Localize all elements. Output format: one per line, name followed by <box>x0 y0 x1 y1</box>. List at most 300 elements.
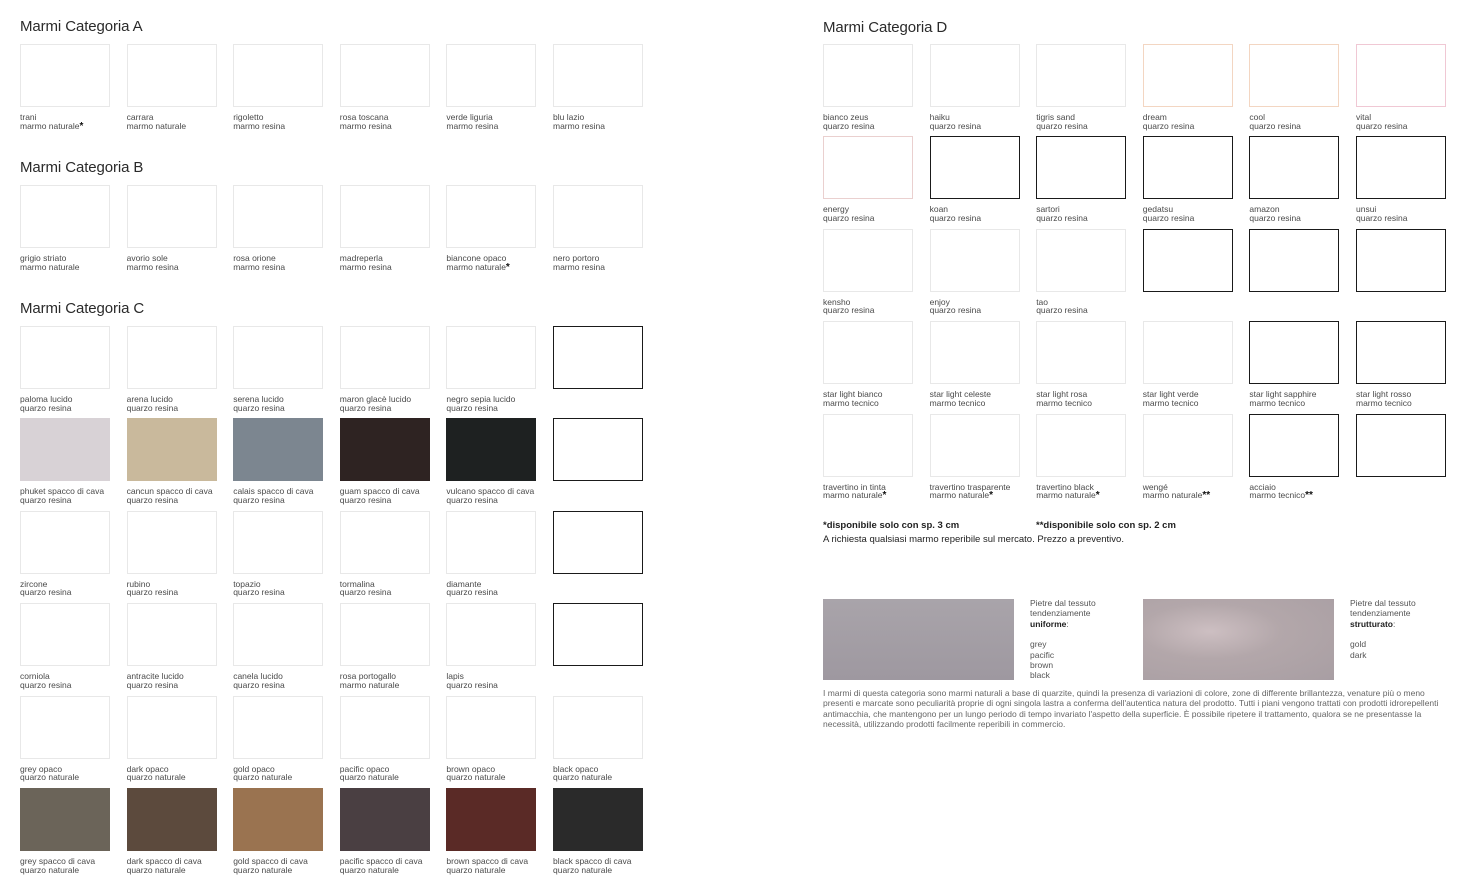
swatch <box>127 326 219 413</box>
swatch-type-text: quarzo resina <box>1036 120 1088 131</box>
swatch-chip <box>1143 414 1233 477</box>
swatch <box>127 44 219 131</box>
swatch <box>1249 414 1341 501</box>
swatch-type-text: marmo naturale <box>929 490 990 501</box>
swatch <box>930 44 1022 131</box>
swatch-type <box>823 122 915 132</box>
swatch <box>823 414 915 501</box>
swatch <box>1036 321 1128 408</box>
swatch-name: travertino in tinta <box>823 481 886 492</box>
swatch-type <box>1356 214 1448 224</box>
swatch-chip <box>1143 44 1233 107</box>
swatch-chip <box>446 44 536 107</box>
swatch-chip <box>553 788 643 851</box>
swatch-name: star light celeste <box>929 389 992 400</box>
swatch-chip <box>1143 321 1233 384</box>
swatch-type <box>233 263 325 273</box>
swatch-type-text: quarzo resina <box>339 494 392 505</box>
swatch-type <box>233 681 325 691</box>
stone-uniform-line1: Pietre dal tessuto <box>1030 598 1096 608</box>
swatch-type-text: quarzo naturale <box>446 864 506 875</box>
swatch-type-text: quarzo resina <box>446 587 498 598</box>
swatch-type <box>20 263 112 273</box>
swatch <box>446 44 538 131</box>
swatch <box>340 418 432 505</box>
swatch-caption <box>446 857 538 875</box>
swatch-type <box>233 773 325 783</box>
swatch-chip <box>20 696 110 759</box>
swatch-type-text: marmo naturale <box>1142 490 1203 501</box>
swatch-caption <box>127 672 219 690</box>
swatch-chip <box>553 326 643 389</box>
swatch-name: maron glacè lucido <box>339 394 412 404</box>
swatch-type <box>20 588 112 598</box>
swatch <box>340 44 432 131</box>
swatch-chip <box>20 44 110 107</box>
stone-structured-item: gold <box>1350 639 1367 650</box>
swatch <box>1143 136 1235 223</box>
swatch-caption <box>127 487 219 505</box>
swatch-name: rosa toscana <box>339 112 389 122</box>
swatch-caption <box>446 672 538 690</box>
swatch-type-text: quarzo resina <box>1249 120 1301 131</box>
swatch-chip <box>553 44 643 107</box>
swatch-name: corniola <box>20 671 50 682</box>
stone-uniform-line2: tendenziamente <box>1030 608 1091 619</box>
swatch <box>446 418 538 505</box>
swatch-chip <box>233 44 323 107</box>
stone-structured-line2: tendenziamente <box>1350 608 1411 619</box>
swatch-type <box>233 122 325 132</box>
swatch-type-text: quarzo naturale <box>339 772 399 783</box>
swatch-type-text: quarzo resina <box>126 494 179 505</box>
swatch-type-text: marmo resina <box>339 261 392 272</box>
swatch-name: dark spacco di cava <box>126 856 202 866</box>
swatch <box>340 788 432 875</box>
swatch-caption <box>1143 205 1235 223</box>
swatch-name: star light rosso <box>1356 389 1412 400</box>
swatch-type-text: marmo naturale <box>446 261 506 272</box>
swatch-chip <box>1356 229 1446 292</box>
swatch-caption <box>930 113 1022 131</box>
swatch-chip <box>340 603 430 666</box>
swatch-type-text: quarzo resina <box>929 305 982 316</box>
swatch-chip <box>340 326 430 389</box>
swatch-caption <box>823 483 915 501</box>
swatch-type-text: quarzo resina <box>1036 212 1088 223</box>
category-c-title: Marmi Categoria C <box>20 300 145 317</box>
swatch-type-text: marmo tecnico <box>1249 397 1306 408</box>
swatch-type-text: marmo naturale <box>823 490 883 501</box>
swatch <box>1249 321 1341 408</box>
swatch-name: antracite lucido <box>126 671 184 682</box>
swatch <box>1143 321 1235 408</box>
swatch-type-text: quarzo naturale <box>233 772 293 783</box>
swatch-chip <box>127 788 217 851</box>
swatch-type <box>446 773 538 783</box>
swatch-caption <box>1249 113 1341 131</box>
swatch-type-text: marmo tecnico <box>823 397 879 408</box>
swatch <box>553 326 645 395</box>
swatch-chip <box>1356 321 1446 384</box>
swatch-caption <box>233 395 325 413</box>
swatch <box>823 321 915 408</box>
swatch-type <box>1143 122 1235 132</box>
swatch-type-text: quarzo resina <box>20 494 72 505</box>
swatch-type-text: quarzo resina <box>823 305 875 316</box>
swatch-caption <box>446 395 538 413</box>
swatch <box>1143 414 1235 501</box>
swatch <box>823 136 915 223</box>
note-2cm <box>1036 520 1176 531</box>
swatch-type-text: quarzo resina <box>233 679 285 690</box>
stone-structured-image <box>1143 599 1334 680</box>
swatch-caption <box>233 580 325 598</box>
swatch-caption <box>446 254 538 272</box>
swatch-type-text: quarzo naturale <box>446 772 506 783</box>
note-3cm <box>823 520 1036 531</box>
swatch-caption <box>20 487 112 505</box>
swatch-name: sartori <box>1036 204 1060 215</box>
swatch <box>1356 44 1448 131</box>
swatch-type-text: marmo naturale <box>1036 490 1096 501</box>
swatch-name: rosa orione <box>233 253 276 263</box>
swatch-caption <box>553 254 645 272</box>
swatch-type-text: marmo resina <box>233 120 286 131</box>
swatch-name: vulcano spacco di cava <box>446 486 535 497</box>
swatch-caption <box>1356 113 1448 131</box>
swatch-type-text: marmo resina <box>233 261 286 272</box>
swatch-type-text: quarzo resina <box>339 587 392 598</box>
swatch-name: haiku <box>929 112 950 122</box>
swatch-caption <box>930 298 1022 316</box>
swatch-chip <box>233 603 323 666</box>
swatch-chip <box>233 696 323 759</box>
swatch-name: paloma lucido <box>20 394 73 404</box>
swatch-type-text: quarzo resina <box>1356 120 1408 131</box>
swatch-name: canela lucido <box>233 671 283 682</box>
swatch-type-text: quarzo naturale <box>553 864 613 875</box>
note-2cm-symbol: ** <box>1036 520 1044 531</box>
availability-mark: * <box>79 120 84 132</box>
swatch <box>1356 136 1448 223</box>
swatch-caption <box>1249 205 1341 223</box>
swatch-chip <box>930 321 1020 384</box>
swatch-name: brown spacco di cava <box>446 856 529 866</box>
swatch-name: topazio <box>233 578 261 589</box>
stone-structured-line1: Pietre dal tessuto <box>1350 598 1416 608</box>
swatch-chip <box>127 418 217 481</box>
swatch <box>553 44 645 131</box>
swatch-type <box>823 399 915 409</box>
swatch-type <box>127 496 219 506</box>
stone-uniform-image <box>823 599 1014 680</box>
swatch-chip <box>1249 229 1339 292</box>
swatch-type <box>446 866 538 876</box>
swatch-type-text: quarzo resina <box>20 587 72 598</box>
swatch-chip <box>127 185 217 248</box>
note-on-request: A richiesta qualsiasi marmo reperibile sul mercato. Prezzo a preventivo. <box>823 534 1124 545</box>
swatch-caption <box>20 580 112 598</box>
swatch-type <box>1143 214 1235 224</box>
swatch-caption <box>446 765 538 783</box>
swatch-type <box>1356 122 1448 132</box>
swatch <box>20 696 112 783</box>
swatch-name: nero portoro <box>553 253 600 263</box>
swatch-type <box>340 773 432 783</box>
swatch-caption <box>1036 113 1128 131</box>
swatch-chip <box>127 326 217 389</box>
swatch-type <box>1356 399 1448 409</box>
swatch-chip <box>1249 44 1339 107</box>
swatch-type <box>127 681 219 691</box>
swatch-chip <box>233 788 323 851</box>
swatch-type-text: marmo naturale <box>126 120 187 131</box>
category-b-title: Marmi Categoria B <box>20 159 144 176</box>
swatch-name: brown opaco <box>446 763 496 774</box>
swatch-chip <box>1356 414 1446 477</box>
swatch-caption <box>127 765 219 783</box>
swatch-type <box>446 588 538 598</box>
swatch-type-text: quarzo resina <box>1249 212 1301 223</box>
swatch-name: pacific opaco <box>339 763 390 774</box>
swatch-type-text: quarzo resina <box>446 402 498 413</box>
swatch-type <box>1036 399 1128 409</box>
swatch-caption <box>340 113 432 131</box>
swatch-chip <box>1356 136 1446 199</box>
swatch-type <box>446 496 538 506</box>
swatch-chip <box>20 511 110 574</box>
swatch-type-text: quarzo resina <box>126 679 179 690</box>
swatch-chip <box>1249 414 1339 477</box>
swatch-chip <box>20 788 110 851</box>
swatch-type <box>823 491 915 501</box>
swatch-type <box>233 588 325 598</box>
swatch <box>340 326 432 413</box>
swatch-name: bianco zeus <box>823 112 869 122</box>
availability-notes <box>823 520 1176 545</box>
stone-uniform-item: black <box>1030 670 1050 681</box>
swatch <box>20 603 112 690</box>
swatch-chip <box>1249 136 1339 199</box>
swatch-type-text: quarzo naturale <box>126 772 186 783</box>
swatch-chip <box>1036 321 1126 384</box>
swatch-caption <box>20 395 112 413</box>
swatch-type <box>823 306 915 316</box>
stone-uniform-emph: uniforme <box>1030 618 1067 629</box>
swatch-type-text: quarzo resina <box>823 120 875 131</box>
swatch-chip <box>1036 136 1126 199</box>
swatch-type <box>1036 122 1128 132</box>
swatch <box>930 229 1022 316</box>
swatch <box>340 696 432 783</box>
swatch-caption <box>1356 205 1448 223</box>
swatch <box>127 696 219 783</box>
swatch-type <box>446 404 538 414</box>
swatch-caption <box>553 765 645 783</box>
swatch-name: star light bianco <box>823 389 883 400</box>
swatch-caption <box>20 765 112 783</box>
swatch-caption <box>1143 483 1235 501</box>
stone-uniform-item: brown <box>1030 660 1054 671</box>
swatch-caption <box>930 483 1022 501</box>
swatch-type <box>127 122 219 132</box>
swatch-type <box>553 773 645 783</box>
swatch-type <box>446 122 538 132</box>
swatch-caption <box>20 254 112 272</box>
swatch <box>233 418 325 505</box>
availability-mark: ** <box>1305 490 1313 502</box>
swatch <box>127 418 219 505</box>
swatch-type <box>446 681 538 691</box>
swatch-type <box>340 404 432 414</box>
swatch-chip <box>340 511 430 574</box>
swatch-type-text: marmo tecnico <box>929 397 986 408</box>
swatch-type-text: marmo resina <box>553 120 605 131</box>
swatch-caption <box>553 113 645 131</box>
swatch-type <box>930 214 1022 224</box>
swatch-name: calais spacco di cava <box>233 486 314 497</box>
swatch-name: black spacco di cava <box>553 856 632 866</box>
swatch-chip <box>1143 229 1233 292</box>
swatch-type-text: quarzo resina <box>20 402 72 413</box>
swatch <box>1036 136 1128 223</box>
swatch-caption <box>1249 390 1341 408</box>
swatch-caption <box>823 113 915 131</box>
swatch-caption <box>823 390 915 408</box>
swatch-type-text: quarzo naturale <box>20 772 80 783</box>
swatch <box>930 136 1022 223</box>
swatch-name: vital <box>1356 112 1372 122</box>
swatch-chip <box>20 418 110 481</box>
swatch <box>233 603 325 690</box>
swatch-caption <box>127 113 219 131</box>
swatch <box>20 788 112 875</box>
swatch-chip <box>446 326 536 389</box>
swatch-caption <box>1249 483 1341 501</box>
swatch-chip <box>823 136 913 199</box>
swatch-name: pacific spacco di cava <box>339 856 423 866</box>
swatch-caption <box>20 113 112 131</box>
swatch-chip <box>446 696 536 759</box>
swatch-chip <box>20 603 110 666</box>
swatch-name: blu lazio <box>553 112 585 122</box>
stone-structured-emph: strutturato <box>1350 618 1393 629</box>
swatch-name: biancone opaco <box>446 253 507 263</box>
swatch-caption <box>233 672 325 690</box>
swatch-type-text: quarzo resina <box>929 120 982 131</box>
availability-mark: * <box>505 261 510 273</box>
swatch-name: gold opaco <box>233 763 275 774</box>
swatch-type-text: quarzo resina <box>446 494 498 505</box>
swatch-type <box>340 122 432 132</box>
swatch-caption <box>1036 298 1128 316</box>
swatch-type <box>20 773 112 783</box>
swatch-name: guam spacco di cava <box>339 486 420 497</box>
swatch-chip <box>340 418 430 481</box>
swatch-chip <box>823 321 913 384</box>
swatch <box>1036 44 1128 131</box>
swatch <box>233 511 325 598</box>
swatch <box>20 326 112 413</box>
swatch-caption <box>233 254 325 272</box>
swatch <box>1249 229 1341 298</box>
swatch-name: tao <box>1036 296 1049 307</box>
swatch-caption <box>127 580 219 598</box>
swatch-name: star light rosa <box>1036 389 1088 400</box>
swatch <box>446 185 538 272</box>
swatch-type-text: quarzo naturale <box>126 864 186 875</box>
swatch-name: dark opaco <box>126 763 169 774</box>
swatch-caption <box>1356 390 1448 408</box>
swatch-chip <box>1036 414 1126 477</box>
swatch-type-text: quarzo resina <box>126 402 179 413</box>
swatch-name: tigris sand <box>1036 112 1075 122</box>
swatch <box>1143 229 1235 298</box>
stone-structured-caption <box>1350 598 1416 660</box>
swatch-name: negro sepia lucido <box>446 394 516 404</box>
swatch-name: black opaco <box>553 763 599 774</box>
swatch-type-text: quarzo resina <box>233 494 285 505</box>
swatch-name: diamante <box>446 578 482 589</box>
swatch-name: koan <box>929 204 949 215</box>
note-3cm-symbol: * <box>823 520 827 531</box>
swatch-name: trani <box>20 112 37 122</box>
swatch <box>446 788 538 875</box>
swatch <box>20 185 112 272</box>
swatch-name: dream <box>1142 112 1167 122</box>
swatch-chip <box>233 511 323 574</box>
swatch-type <box>127 773 219 783</box>
swatch-type <box>1036 306 1128 316</box>
swatch-name: travertino black <box>1036 481 1094 492</box>
swatch-caption <box>1036 205 1128 223</box>
swatch-chip <box>127 511 217 574</box>
swatch-type-text: marmo resina <box>553 261 605 272</box>
swatch-chip <box>930 136 1020 199</box>
swatch-type-text: quarzo resina <box>1142 212 1195 223</box>
swatch-name: verde liguria <box>446 112 493 122</box>
swatch-chip <box>233 326 323 389</box>
swatch-chip <box>446 603 536 666</box>
swatch-caption <box>340 672 432 690</box>
swatch-type <box>1249 491 1341 501</box>
swatch-chip <box>553 418 643 481</box>
swatch-caption <box>127 254 219 272</box>
swatch-name: tormalina <box>339 578 375 589</box>
swatch-type <box>930 306 1022 316</box>
swatch-caption <box>340 395 432 413</box>
swatch-name: gold spacco di cava <box>233 856 308 866</box>
swatch-type-text: quarzo resina <box>1356 212 1408 223</box>
swatch-type-text: marmo tecnico <box>1142 397 1199 408</box>
swatch <box>340 511 432 598</box>
swatch <box>553 603 645 672</box>
swatch-name: grey opaco <box>20 763 63 774</box>
swatch-type-text: quarzo resina <box>1036 305 1088 316</box>
swatch-type-text: quarzo resina <box>20 679 72 690</box>
swatch-caption <box>823 205 915 223</box>
swatch <box>446 326 538 413</box>
swatch-type-text: quarzo naturale <box>339 864 399 875</box>
swatch-type <box>1036 491 1128 501</box>
swatch-caption <box>823 298 915 316</box>
swatch-type <box>553 122 645 132</box>
swatch <box>20 511 112 598</box>
swatch-name: phuket spacco di cava <box>20 486 105 497</box>
swatch-type-text: quarzo resina <box>1142 120 1195 131</box>
swatch <box>233 44 325 131</box>
